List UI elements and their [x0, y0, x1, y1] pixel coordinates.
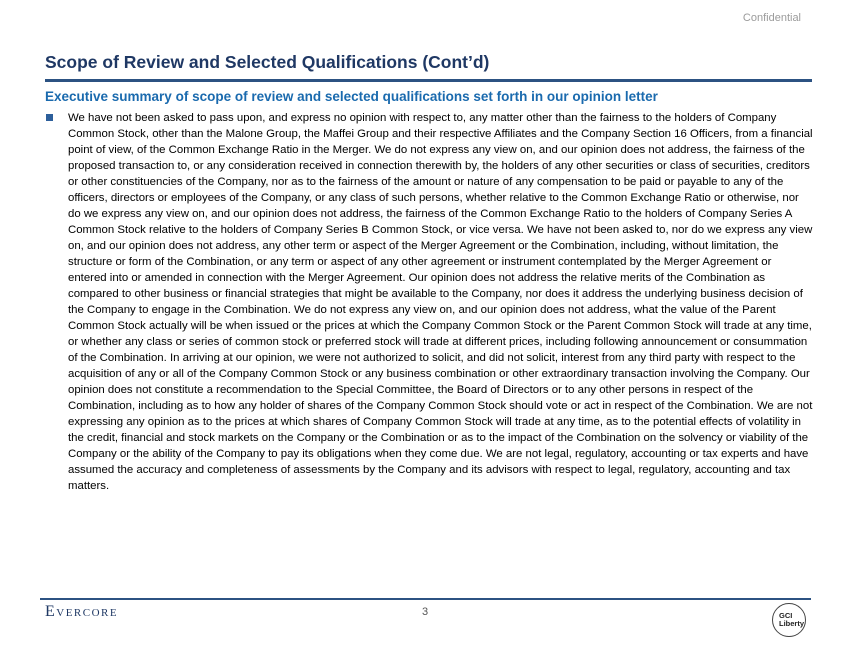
title-divider [45, 79, 812, 82]
page-title: Scope of Review and Selected Qualifications (Cont’d) [45, 52, 490, 72]
bullet-square-icon [46, 114, 53, 121]
page-number: 3 [421, 606, 429, 618]
section-subtitle: Executive summary of scope of review and selected qualifications set forth in our opinion letter [45, 89, 658, 104]
confidential-label: Confidential [742, 12, 801, 24]
bullet-item [45, 110, 813, 494]
gci-logo-line1: GCI [779, 611, 793, 620]
evercore-logo: Evercore [45, 603, 119, 620]
gci-liberty-logo [772, 603, 806, 637]
footer-divider [40, 598, 811, 600]
gci-logo-line2: Liberty [779, 619, 805, 628]
opinion-disclaimer-paragraph: We have not been asked to pass upon, and express no opinion with respect to, any matter other than the fairness to the holders of Company Common Stock, other than the Malone Group, the Maffei Group and their respective Affiliates and the Company Section 16 Officers, from a financial point of view, of the Common Exchange Ratio in the Merger. We do not express any view on, and our opinion does not address, the fairness of the proposed transaction to, or any consideration received in connection therewith by, the holders of any other securities or class of securities, creditors or other constituencies of the Company, nor as to the fairness of the amount or nature of any compensation to be paid or payable to any of the officers, directors or employees of the Company, or any class of such persons, whether relative to the Common Exchange Ratio or otherwise, nor do we express any view on, and our opinion does not address, the fairness of the Common Exchange Ratio to the holders of Company Series A Common Stock relative to the holders of Company Series B Common Stock, or vice versa. We have not been asked to, nor do we express any view on, and our opinion does not address, any other term or aspect of the Merger Agreement or the Combination, including, without limitation, the structure or form of the Combination, or any term or aspect of any other agreement or instrument contemplated by the Merger Agreement or entered into or amended in connection with the Merger Agreement. Our opinion does not address the relative merits of the Combination as compared to other business or financial strategies that might be available to the Company, nor does it address the underlying business decision of the Company to engage in the Combination. We do not express any view on, and our opinion does not address, what the value of the Parent Common Stock actually will be when issued or the prices at which the Company Common Stock or the Parent Common Stock will trade at any time, or whether any class or series of common stock or preferred stock will trade at different prices, including following announcement or consummation of the Combination. In arriving at our opinion, we were not authorized to solicit, and did not solicit, interest from any third party with respect to the acquisition of any or all of the Company Common Stock or any business combination or other extraordinary transaction involving the Company. Our opinion does not constitute a recommendation to the Special Committee, the Board of Directors or to any other persons in respect of the Combination, including as to how any holder of shares of the Company Common Stock should vote or act in respect of the Combination. We are not expressing any opinion as to the prices at which shares of Company Common Stock will trade at any time, as to the potential effects of volatility in the credit, financial and stock markets on the Company or the Combination or as to the impact of the Combination on the solvency or viability of the Company or the ability of the Company to pay its obligations when they come due. We are not legal, regulatory, accounting or tax experts and have assumed the accuracy and completeness of assessments by the Company and its advisors with respect to legal, regulatory, accounting and tax matters. [68, 112, 813, 492]
